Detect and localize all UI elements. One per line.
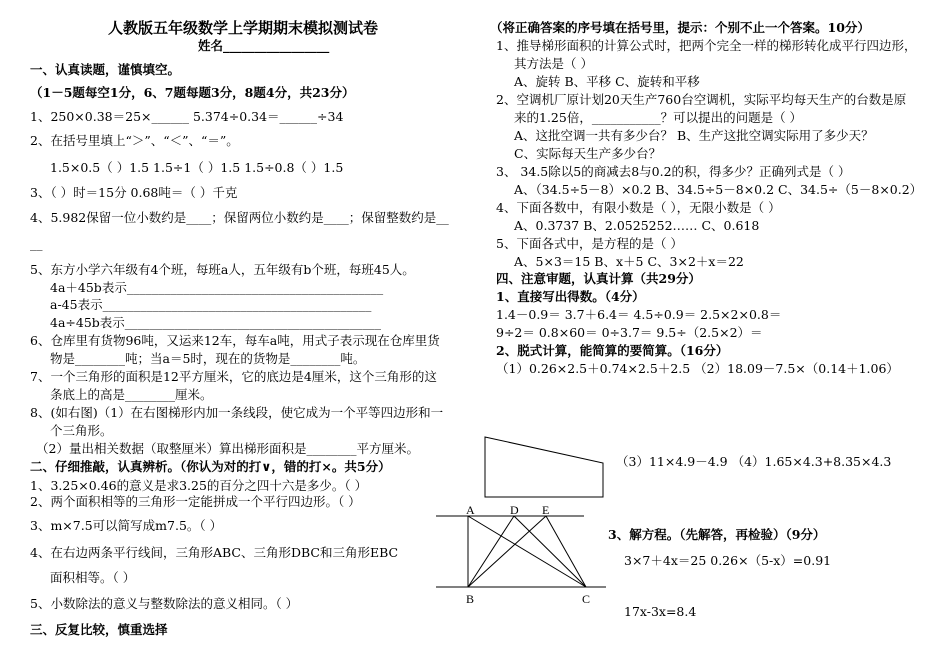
judge-5: 5、小数除法的意义与整数除法的意义相同。（ ） [30, 596, 299, 611]
calc-1-heading: 1、直接写出得数。（4分） [496, 289, 645, 304]
judge-4: 4、在右边两条平行线间，三角形ABC、三角形DBC和三角形EBC [30, 545, 399, 560]
question-1: 1、250×0.38＝25×______ 5.374÷0.34＝______÷34 [30, 109, 344, 124]
equation-row-1: 3×7＋4x＝25 0.26×（5-x）=0.91 [624, 553, 832, 568]
page-title: 人教版五年级数学上学期期末模拟测试卷 [108, 19, 379, 37]
question-2-items: 1.5×0.5（ ）1.5 1.5÷1（ ）1.5 1.5÷0.8（ ）1.5 [50, 160, 344, 175]
section-1-note: （1－5题每空1分，6、7题每题3分，8题4分，共23分） [30, 85, 355, 100]
triangle-figure [436, 500, 606, 608]
choice-1-options: A、旋转 B、平移 C、旋转和平移 [514, 74, 700, 89]
section-1-heading: 一、认真读题，谨慎填空。 [30, 62, 181, 77]
choice-2-cont: 来的1.25倍，___________？可以提出的问题是（ ） [514, 110, 803, 125]
question-8-part-2: （2）量出相关数据（取整厘米）算出梯形面积是________平方厘米。 [36, 441, 419, 456]
equation-row-2: 17x-3x=8.4 [624, 604, 697, 619]
label-d: D [510, 503, 519, 517]
name-line: 姓名_________________ [198, 38, 330, 53]
trapezoid-figure [478, 430, 608, 500]
choice-2-options-2: C、实际每天生产多少台？ [514, 146, 662, 161]
question-5b: a-45表示___________________________________________ [50, 297, 372, 312]
label-b: B [466, 592, 475, 606]
choice-3: 3、 34.5除以5的商减去8与0.2的积，得多少？正确列式是（ ） [496, 164, 851, 179]
judge-3: 3、m×7.5可以简写成m7.5。（ ） [30, 518, 223, 533]
question-6: 6、仓库里有货物96吨，又运来12车，每车a吨，用式子表示现在仓库里货 [30, 333, 440, 348]
judge-4-cont: 面积相等。（ ） [50, 570, 136, 585]
question-8: 8、(如右图)（1）在右图梯形内加一条线段，使它成为一个平等四边形和一 [30, 405, 444, 420]
calc-1-row-1: 1.4－0.9＝ 3.7＋6.4＝ 4.5÷0.9＝ 2.5×2×0.8＝ [496, 307, 782, 322]
choice-2-options-1: A、这批空调一共有多少台？ B、生产这批空调实际用了多少天？ [514, 128, 874, 143]
question-5: 5、东方小学六年级有4个班，每班a人，五年级有b个班，每班45人。 [30, 262, 415, 277]
question-5a: 4a＋45b表示_________________________________________ [50, 280, 384, 295]
choice-1-cont: 其方法是（ ） [514, 56, 593, 71]
choice-2: 2、空调机厂原计划20天生产760台空调机，实际平均每天生产的台数是原 [496, 92, 907, 107]
choice-5: 5、下面各式中，是方程的是（ ） [496, 236, 683, 251]
choice-1: 1、推导梯形面积的计算公式时，把两个完全一样的梯形转化成平行四边形， [496, 38, 917, 53]
section-3-heading: 三、反复比较，慎重选择 [30, 622, 168, 637]
question-3: 3、（ ）时＝15分 0.68吨＝（ ）千克 [30, 185, 238, 200]
calc-2-heading: 2、脱式计算，能简算的要简算。（16分） [496, 343, 729, 358]
question-7: 7、一个三角形的面积是12平方厘米，它的底边是4厘米，这个三角形的这 [30, 369, 437, 384]
choice-4: 4、下面各数中，有限小数是（ ），无限小数是（ ） [496, 200, 781, 215]
question-8-cont: 个三角形。 [50, 423, 113, 438]
question-5c: 4a÷45b表示_________________________________________ [50, 315, 382, 330]
question-7-cont: 条底上的高是________厘米。 [50, 387, 213, 402]
judge-1: 1、3.25×0.46的意义是求3.25的百分之四十六是多少。（ ） [30, 478, 368, 493]
calc-2-row-2: （3）11×4.9－4.9 （4）1.65×4.3+8.35×4.3 [616, 454, 892, 469]
choice-5-options: A、5×3＝15 B、x＋5 C、3×2＋x＝22 [514, 254, 744, 269]
label-c: C [582, 592, 591, 606]
label-e: E [542, 503, 550, 517]
calc-2-row-1: （1）0.26×2.5＋0.74×2.5＋2.5 （2）18.09－7.5×（0.14＋1.06） [496, 361, 899, 376]
question-4: 4、5.982保留一位小数约是____；保留两位小数约是____；保留整数约是__ [30, 210, 449, 225]
choice-4-options: A、0.3737 B、2.0525252…… C、0.618 [514, 218, 760, 233]
calc-1-row-2: 9÷2＝ 0.8×60＝ 0÷3.7＝ 9.5÷（2.5×2）＝ [496, 325, 763, 340]
question-2: 2、在括号里填上“＞”、“＜”、“＝”。 [30, 133, 239, 148]
choice-note: （将正确答案的序号填在括号里，提示：个别不止一个答案。10分） [490, 20, 870, 35]
question-6-cont: 物是________吨；当a＝5时，现在的货物是________吨。 [50, 351, 366, 366]
section-4-heading: 四、注意审题，认真计算（共29分） [496, 271, 701, 286]
choice-3-options: A、（34.5÷5－8）×0.2 B、34.5÷5－8×0.2 C、34.5÷（5－8×0.2） [514, 182, 923, 197]
calc-3-heading: 3、解方程。（先解答，再检验）（9分） [608, 527, 826, 542]
question-4-cont: __ [30, 236, 43, 251]
section-2-heading: 二、仔细推敲，认真辨析。（你认为对的打∨，错的打×。共5分） [30, 459, 391, 474]
label-a: A [466, 503, 475, 517]
judge-2: 2、两个面积相等的三角形一定能拼成一个平行四边形。（ ） [30, 494, 361, 509]
